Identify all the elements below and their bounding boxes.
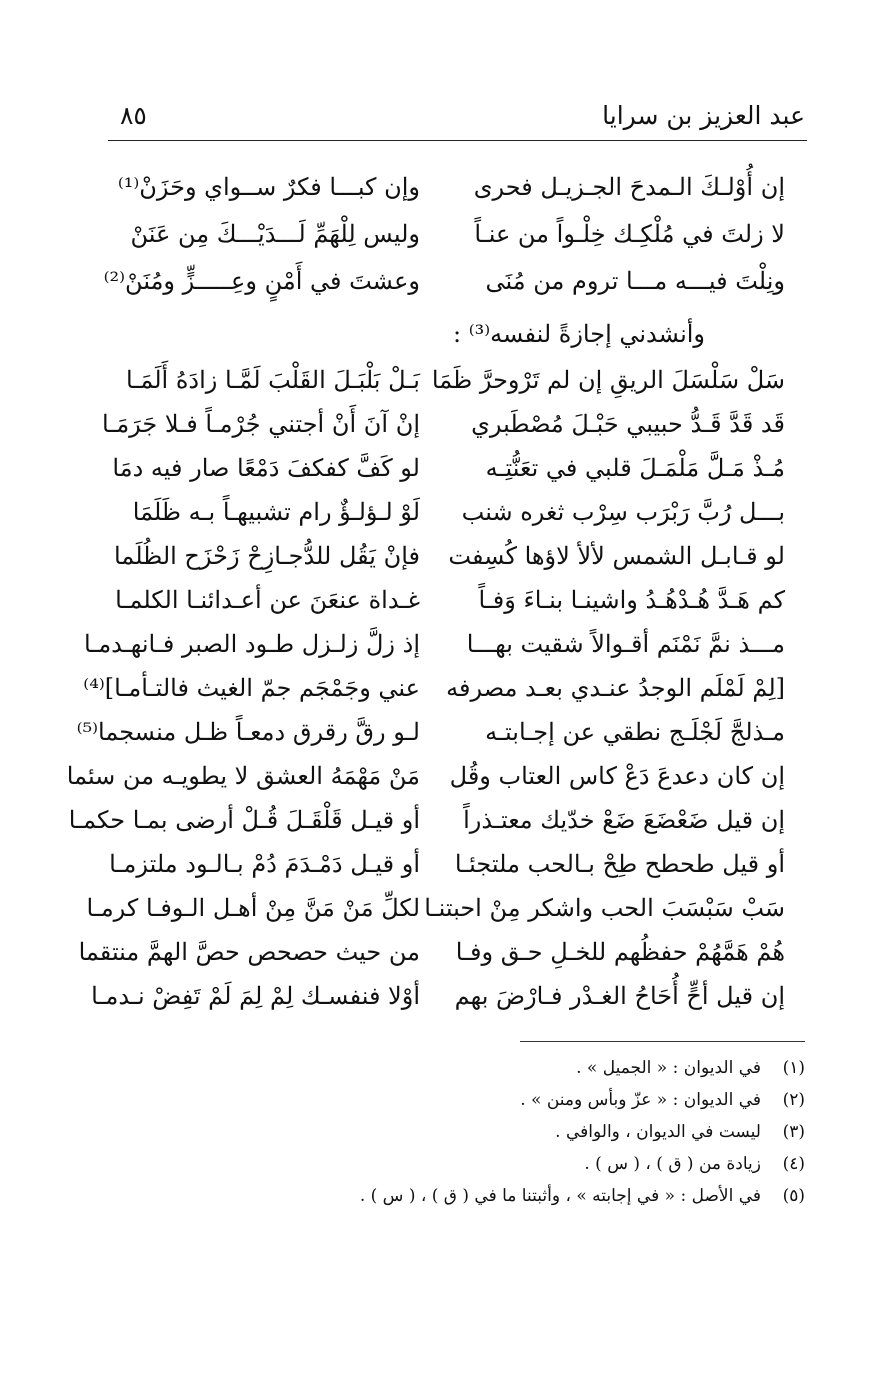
verse-3-second-hemistich: وعشتَ في أَمْنٍ وعِـــــزٍّ ومُنَنْ⁽²⁾	[103, 267, 420, 295]
footnote-text: في الديوان : « الجميل » .	[576, 1058, 761, 1078]
verse-3-first-hemistich: ونِلْتَ فيـــه مـــا تروم من مُنَى	[485, 267, 785, 295]
poem-verse-9-first-hemistich: مـذلجَّ لَجْلَـج نطقي عن إجـابتـه	[485, 718, 785, 746]
verse-1-first-hemistich: إن أُوْلـكَ الـمدحَ الجـزيـل فحرى	[473, 173, 785, 201]
poem-verse-15-second-hemistich: أوْلا فنفسـك لِمْ لِمَ لَمْ تَفِضْ نـدمـا	[91, 982, 420, 1010]
verse-1-second-hemistich: وإن كبـــا فكرٌ ســواي وحَزَنْ⁽¹⁾	[117, 173, 420, 201]
poem-verse-1-second-hemistich: بَـلْ بَلْبَـلَ القَلْبَ لَمَّـا زادَهُ أَلَمَـا	[126, 366, 420, 394]
poem-verse-4-second-hemistich: لَوْ لـؤلـؤٌ رام تشبيهـاً بـه ظَلَمَا	[132, 498, 420, 526]
poem-verse-5-second-hemistich: فإنْ يَقُل للدُّجـازِحْ زَحْزَح الظُلَما	[114, 542, 420, 570]
poem-verse-3-first-hemistich: مُـذْ مَـلَّ مَلْمَـلَ قلبي في تعَنُّتِـه	[485, 454, 785, 482]
footnote	[185, 1084, 805, 1116]
poem-verse-5-first-hemistich: لو قـابـل الشمس لألأ لاؤها كُسِفت	[448, 542, 785, 570]
footnote-number: (٤)	[782, 1154, 805, 1174]
verse-2-second-hemistich: وليس لِلْهَمِّ لَـــدَيْـــكَ مِن عَنَنْ	[130, 220, 420, 248]
verse-2-first-hemistich: لا زلتَ في مُلْكِـك خِلْـواً من عنـاً	[474, 220, 785, 248]
poem-verse-8-first-hemistich: [لِمْ لَمْلَم الوجدُ عنـدي بعـد مصرفه	[446, 674, 785, 702]
footnote-number: (١)	[782, 1058, 805, 1078]
footnote	[185, 1052, 805, 1084]
poem-verse-10-first-hemistich: إن كان دعدعَ دَعْ كاس العتاب وقُل	[449, 762, 785, 790]
poem-verse-12-first-hemistich: أو قيل طحطح طِحْ بـالحب ملتجئـا	[454, 850, 785, 878]
poem-verse-15-first-hemistich: إن قيل أحٍّ أُحَاحُ الغـدْر فـارْضَ بهم	[454, 982, 785, 1010]
poem-verse-11-second-hemistich: أو قيـل قَلْقَـلَ قُـلْ أرضى بمـا حكمـا	[68, 806, 420, 834]
poem-verse-1-first-hemistich: سَلْ سَلْسَلَ الريقِ إن لم تَرْوحرَّ ظَمَا	[431, 366, 785, 394]
poem-verse-10-second-hemistich: مَنْ مَهْمَهُ العشق لا يطويـه من سئما	[66, 762, 420, 790]
footnote-number: (٢)	[782, 1090, 805, 1110]
running-header-author: عبد العزيز بن سرايا	[602, 101, 805, 130]
poem-verse-2-first-hemistich: قَد قَدَّ قَـدُّ حبيبي حَبْـلَ مُصْطَبري	[471, 410, 785, 438]
footnote-text: في الأصل : « في إجابته » ، وأثبتنا ما في ( ق ) ، ( س ) .	[359, 1186, 761, 1206]
poem-verse-4-first-hemistich: بـــل رُبَّ رَبْرَب سِرْب ثغره شنب	[461, 498, 785, 526]
poem-verse-11-first-hemistich: إن قيل ضَعْضَعَ ضَعْ خدّيك معتـذراً	[463, 806, 785, 834]
poem-verse-14-first-hemistich: هُمْ هَمَّهُمْ حفظُهم للخـلِ حـق وفـا	[455, 938, 785, 966]
footnote	[185, 1148, 805, 1180]
footnote	[185, 1180, 805, 1212]
intro-line: وأنشدني إجازةً لنفسه⁽³⁾ :	[453, 320, 705, 348]
poem-verse-12-second-hemistich: أو قيـل دَمْـدَمَ دُمْ بـالـود ملتزمـا	[109, 850, 420, 878]
poem-verse-6-second-hemistich: غـداة عنعَنَ عن أعـدائنـا الكلمـا	[115, 586, 420, 614]
page-number: ٨٥	[120, 101, 147, 130]
poem-verse-6-first-hemistich: كم هَـدَّ هُـدْهُـدُ واشينـا بنـاءَ وَفـاً	[478, 586, 785, 614]
footnote-text: زيادة من ( ق ) ، ( س ) .	[584, 1154, 761, 1174]
poem-verse-7-first-hemistich: مـــذ نمَّ نَمْنَم أقـوالاً شقيت بهـــا	[466, 630, 785, 658]
footnote-text: ليست في الديوان ، والوافي .	[555, 1122, 761, 1142]
footnote-rule	[520, 1041, 805, 1042]
footnote-text: في الديوان : « عزّ وبأس ومنن » .	[520, 1090, 761, 1110]
poem-verse-3-second-hemistich: لو كَفَّ كفكفَ دَمْعًا صار فيه دمَا	[112, 454, 420, 482]
poem-verse-2-second-hemistich: إنْ آنَ أَنْ أجتني جُرْمـاً فـلا جَرَمَـا	[101, 410, 420, 438]
poem-verse-13-first-hemistich: سَبْ سَبْسَبَ الحب واشكر مِنْ احبتنـا	[424, 894, 785, 922]
footnote-number: (٥)	[782, 1186, 805, 1206]
footnote	[185, 1116, 805, 1148]
footnote-number: (٣)	[782, 1122, 805, 1142]
poem-verse-14-second-hemistich: من حيث حصحص حصَّ الهمَّ منتقما	[78, 938, 420, 966]
poem-verse-7-second-hemistich: إذ زلَّ زلـزل طـود الصبر فـانهـدمـا	[83, 630, 420, 658]
poem-verse-9-second-hemistich: لـو رقَّ رقرق دمعـاً ظـل منسجما⁽⁵⁾	[76, 718, 420, 746]
header-rule	[108, 140, 807, 141]
poem-verse-8-second-hemistich: عني وجَمْجَم جمّ الغيث فالتـأمـا]⁽⁴⁾	[83, 674, 420, 702]
poem-verse-13-second-hemistich: لكلِّ مَنْ مَنَّ مِنْ أهـل الـوفـا كرمـا	[86, 894, 420, 922]
